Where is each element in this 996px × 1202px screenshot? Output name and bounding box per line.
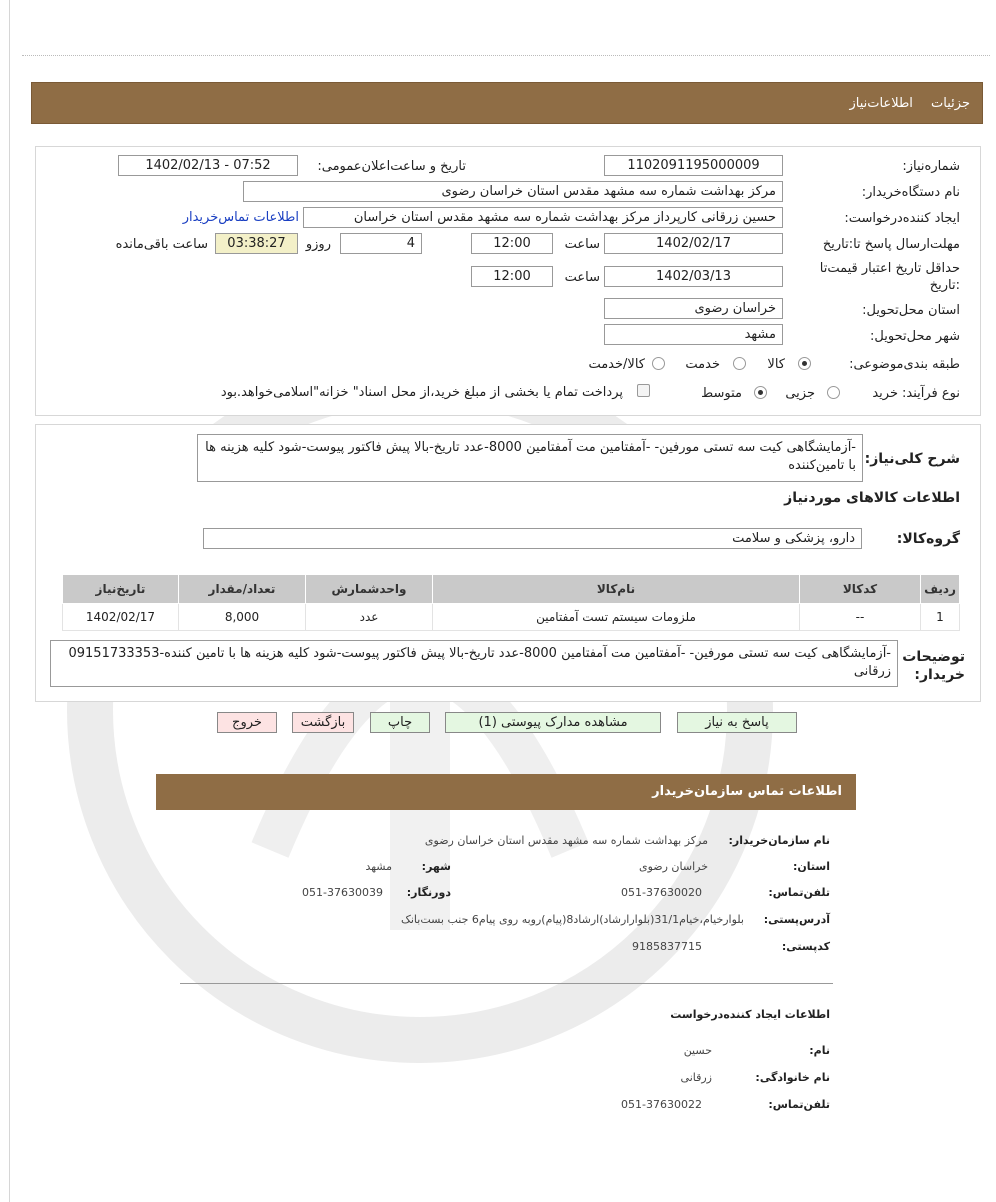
goods-info-heading: اطلاعات کالاهای موردنیاز bbox=[784, 490, 960, 506]
cell-code: -- bbox=[800, 604, 921, 631]
payment-note: پرداخت تمام یا بخشی از مبلغ خرید،از محل اسناد" خزانه"اسلامی‌خواهد.بود bbox=[220, 385, 623, 400]
process-medium-label: متوسط bbox=[701, 386, 742, 401]
col-date: تاریخ‌نیاز bbox=[63, 575, 179, 604]
contact-postal-label: کدپستی: bbox=[781, 940, 830, 953]
payment-checkbox[interactable] bbox=[637, 384, 650, 397]
deadline-date-field: 1402/02/17 bbox=[604, 233, 783, 254]
contact-phone-value: 051-37630020 bbox=[621, 886, 702, 899]
buyer-contact-link[interactable]: اطلاعات تماس‌خریدار bbox=[182, 210, 299, 225]
goods-group-label: گروه‌کالا: bbox=[896, 531, 960, 547]
cell-unit: عدد bbox=[306, 604, 433, 631]
contact-org-label: نام سازمان‌خریدار: bbox=[728, 834, 830, 847]
category-both-radio[interactable] bbox=[652, 357, 665, 370]
col-name: نام‌کالا bbox=[433, 575, 800, 604]
validity-time-field: 12:00 bbox=[471, 266, 553, 287]
process-minor-radio[interactable] bbox=[827, 386, 840, 399]
creator-phone-value: 051-37630022 bbox=[621, 1098, 702, 1111]
validity-time-label: ساعت bbox=[564, 270, 600, 285]
col-row: ردیف bbox=[921, 575, 960, 604]
back-button[interactable]: بازگشت bbox=[292, 712, 354, 733]
validity-date-field: 1402/03/13 bbox=[604, 266, 783, 287]
contact-title-bar bbox=[156, 774, 856, 810]
col-qty: تعداد/مقدار bbox=[179, 575, 306, 604]
contact-fax-label: دورنگار: bbox=[406, 886, 451, 899]
remaining-timer: 03:38:27 bbox=[215, 233, 298, 254]
deadline-time-field: 12:00 bbox=[471, 233, 553, 254]
top-divider bbox=[22, 55, 990, 56]
buyer-notes-box: -آزمایشگاهی کیت سه تستی مورفین- -آمفتامین مت آمفتامین 8000-عدد تاریخ-بالا پیش فاکتور پیوست-شود کلیه هزینه ها با تامین کننده-09151733353 زرقانی bbox=[50, 640, 898, 687]
col-unit: واحدشمارش bbox=[306, 575, 433, 604]
process-minor-label: جزیی bbox=[785, 386, 815, 401]
contact-postal-value: 9185837715 bbox=[632, 940, 702, 953]
cell-date: 1402/02/17 bbox=[63, 604, 179, 631]
province-label: استان محل‌تحویل: bbox=[862, 303, 960, 318]
general-desc-box: -آزمایشگاهی کیت سه تستی مورفین- -آمفتامین مت آمفتامین 8000-عدد تاریخ-بالا پیش فاکتور پیوست-شود کلیه هزینه ها با تامین‌کننده bbox=[197, 434, 863, 482]
col-code: کدکالا bbox=[800, 575, 921, 604]
tab-need-info[interactable]: اطلاعات‌نیاز bbox=[849, 96, 913, 111]
announce-label: تاریخ و ساعت‌اعلان‌عمومی: bbox=[317, 159, 466, 174]
contact-phone-label: تلفن‌تماس: bbox=[768, 886, 830, 899]
contact-title: اطلاعات تماس سازمان‌خریدار bbox=[652, 784, 842, 799]
tab-details[interactable]: جزئیات bbox=[931, 96, 970, 111]
validity-label: حداقل تاریخ اعتبار قیمت‌تا bbox=[819, 261, 960, 276]
category-goods-label: کالا bbox=[767, 357, 785, 372]
contact-fax-value: 051-37630039 bbox=[302, 886, 383, 899]
contact-address-value: بلوارخیام،خیام31/1(بلوارارشاد)ارشاد8(پیام)روبه روی پیام6 جنب بست‌بانک bbox=[401, 913, 744, 926]
buyer-org-label: نام دستگاه‌خریدار: bbox=[861, 185, 960, 200]
validity-label-2: :تاریخ bbox=[929, 278, 960, 293]
goods-group-field: دارو، پزشکی و سلامت bbox=[203, 528, 862, 549]
buyer-org-field: مرکز بهداشت شماره سه مشهد مقدس استان خراسان رضوی bbox=[243, 181, 783, 202]
cell-row: 1 bbox=[921, 604, 960, 631]
category-label: طبقه بندی‌موضوعی: bbox=[849, 357, 960, 372]
exit-button[interactable]: خروج bbox=[217, 712, 277, 733]
deadline-label: مهلت‌ارسال پاسخ تا:تاریخ bbox=[822, 237, 960, 252]
cell-name: ملزومات سیستم تست آمفتامین bbox=[433, 604, 800, 631]
details-title-bar bbox=[31, 82, 983, 124]
announce-field: 1402/02/13 - 07:52 bbox=[118, 155, 298, 176]
category-service-label: خدمت bbox=[685, 357, 720, 372]
process-label: نوع فرآیند: bbox=[902, 386, 960, 401]
need-number-label: شماره‌نیاز: bbox=[902, 159, 960, 174]
category-both-label: کالا/خدمت bbox=[588, 357, 645, 372]
contact-divider bbox=[180, 983, 833, 984]
remaining-label: ساعت باقی‌مانده bbox=[115, 237, 208, 252]
need-number-field: 1102091195000009 bbox=[604, 155, 783, 176]
contact-province-value: خراسان رضوی bbox=[638, 860, 708, 873]
creator-family-value: زرقانی bbox=[680, 1071, 712, 1084]
contact-org-value: مرکز بهداشت شماره سه مشهد مقدس استان خراسان رضوی bbox=[424, 834, 708, 847]
creator-name-value: حسین bbox=[683, 1044, 712, 1057]
process-purchase-label: خرید bbox=[872, 386, 898, 401]
province-field: خراسان رضوی bbox=[604, 298, 783, 319]
category-service-radio[interactable] bbox=[733, 357, 746, 370]
creator-field: حسین زرقانی کارپرداز مرکز بهداشت شماره سه مشهد مقدس استان خراسان bbox=[303, 207, 783, 228]
creator-info-title: اطلاعات ایجاد کننده‌درخواست bbox=[670, 1008, 830, 1021]
city-label: شهر محل‌تحویل: bbox=[870, 329, 960, 344]
process-medium-radio[interactable] bbox=[754, 386, 767, 399]
contact-address-label: آدرس‌پستی: bbox=[763, 913, 830, 926]
creator-family-label: نام خانوادگی: bbox=[755, 1071, 830, 1084]
print-button[interactable]: چاپ bbox=[370, 712, 430, 733]
category-goods-radio[interactable] bbox=[798, 357, 811, 370]
cell-qty: 8,000 bbox=[179, 604, 306, 631]
contact-city-label: شهر: bbox=[421, 860, 451, 873]
days-field: 4 bbox=[340, 233, 422, 254]
city-field: مشهد bbox=[604, 324, 783, 345]
contact-province-label: استان: bbox=[793, 860, 830, 873]
table-row bbox=[63, 604, 960, 631]
view-documents-button[interactable]: مشاهده مدارک پیوستی (1) bbox=[445, 712, 661, 733]
creator-phone-label: تلفن‌تماس: bbox=[768, 1098, 830, 1111]
deadline-time-label: ساعت bbox=[564, 237, 600, 252]
general-desc-label: شرح کلی‌نیاز: bbox=[864, 451, 960, 467]
buyer-notes-label: توضیحات خریدار: bbox=[902, 649, 965, 683]
items-table bbox=[62, 574, 960, 631]
reply-button[interactable]: پاسخ به نیاز bbox=[677, 712, 797, 733]
contact-city-value: مشهد bbox=[365, 860, 392, 873]
days-label: روزو bbox=[305, 237, 331, 252]
creator-label: ایجاد کننده‌درخواست: bbox=[844, 211, 960, 226]
page-frame-line bbox=[9, 0, 10, 1202]
creator-name-label: نام: bbox=[809, 1044, 830, 1057]
